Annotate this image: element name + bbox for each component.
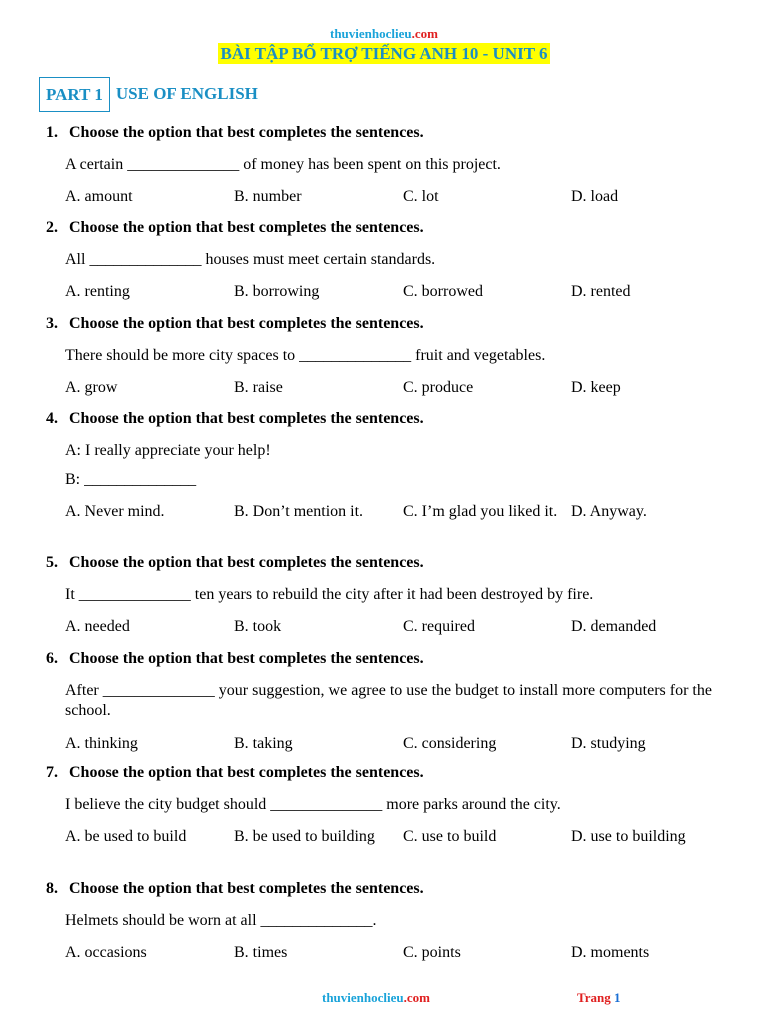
page-number — [577, 990, 620, 1006]
question-number: 2. — [46, 219, 58, 236]
instruction-text: Choose the option that best completes the sentences. — [69, 219, 424, 236]
question-stem: A: I really appreciate your help! — [65, 442, 271, 459]
footer-site-name: thuvienhoclieu — [322, 990, 404, 1005]
question-number: 1. — [46, 124, 58, 141]
answer-option[interactable]: D. rented — [571, 283, 631, 300]
question-stem: All ______________ houses must meet certain standards. — [65, 251, 436, 268]
question-instruction — [46, 124, 424, 142]
answer-option[interactable]: C. considering — [403, 735, 497, 752]
answer-option[interactable]: D. demanded — [571, 618, 657, 635]
instruction-text: Choose the option that best completes the sentences. — [69, 315, 424, 332]
page-label: Trang — [577, 990, 611, 1005]
instruction-text: Choose the option that best completes the sentences. — [69, 764, 424, 781]
answer-option[interactable]: C. produce — [403, 379, 474, 396]
instruction-text: Choose the option that best completes the sentences. — [69, 650, 424, 667]
answer-option[interactable]: C. points — [403, 944, 461, 961]
question-instruction — [46, 764, 424, 782]
answer-option[interactable]: D. moments — [571, 944, 650, 961]
question-stem: I believe the city budget should ______________ more parks around the city. — [65, 796, 561, 813]
answer-option[interactable]: B. borrowing — [234, 283, 320, 300]
answer-option[interactable]: C. required — [403, 618, 475, 635]
instruction-text: Choose the option that best completes the sentences. — [69, 554, 424, 571]
question-instruction — [46, 315, 424, 333]
answer-option[interactable]: B. raise — [234, 379, 283, 396]
answer-option[interactable]: A. renting — [65, 283, 130, 300]
answer-option[interactable]: C. borrowed — [403, 283, 483, 300]
answer-option[interactable]: B. took — [234, 618, 282, 635]
footer-site — [322, 990, 430, 1006]
question-instruction — [46, 410, 424, 428]
page-number-value: 1 — [613, 990, 621, 1005]
answer-option[interactable]: B. be used to building — [234, 828, 375, 845]
question-instruction — [46, 554, 424, 572]
instruction-text: Choose the option that best completes the sentences. — [69, 880, 424, 897]
question-number: 7. — [46, 764, 58, 781]
question-stem: A certain ______________ of money has been spent on this project. — [65, 156, 501, 173]
answer-option[interactable]: B. taking — [234, 735, 293, 752]
answer-option[interactable]: C. I’m glad you liked it. — [403, 503, 558, 520]
footer-site-domain: .com — [403, 990, 430, 1005]
part-label: PART 1 — [39, 77, 110, 112]
answer-option[interactable]: A. Never mind. — [65, 503, 165, 520]
question-number: 6. — [46, 650, 58, 667]
site-domain: .com — [411, 26, 438, 41]
question-stem: Helmets should be worn at all ______________. — [65, 912, 377, 929]
answer-option[interactable]: B. number — [234, 188, 302, 205]
answer-option[interactable]: D. studying — [571, 735, 646, 752]
question-instruction — [46, 880, 424, 898]
question-number: 8. — [46, 880, 58, 897]
answer-option[interactable]: A. occasions — [65, 944, 147, 961]
document-title: BÀI TẬP BỔ TRỢ TIẾNG ANH 10 - UNIT 6 — [220, 44, 548, 63]
site-header — [0, 26, 768, 42]
answer-option[interactable]: C. lot — [403, 188, 439, 205]
answer-option[interactable]: D. Anyway. — [571, 503, 647, 520]
answer-option[interactable]: A. grow — [65, 379, 118, 396]
question-stem: It ______________ ten years to rebuild the city after it had been destroyed by fire. — [65, 586, 594, 603]
answer-option[interactable]: A. amount — [65, 188, 133, 205]
part-title: USE OF ENGLISH — [115, 84, 258, 103]
question-number: 3. — [46, 315, 58, 332]
instruction-text: Choose the option that best completes the sentences. — [69, 410, 424, 427]
answer-option[interactable]: B. Don’t mention it. — [234, 503, 364, 520]
question-instruction — [46, 650, 424, 668]
answer-option[interactable]: D. use to building — [571, 828, 686, 845]
answer-option[interactable]: C. use to build — [403, 828, 497, 845]
answer-option[interactable]: B. times — [234, 944, 288, 961]
question-number: 5. — [46, 554, 58, 571]
question-stem: There should be more city spaces to ______________ fruit and vegetables. — [65, 347, 546, 364]
answer-option[interactable]: A. thinking — [65, 735, 138, 752]
question-stem: After ______________ your suggestion, we agree to use the budget to install more computers for the school. — [65, 682, 712, 719]
answer-option[interactable]: D. keep — [571, 379, 621, 396]
instruction-text: Choose the option that best completes the sentences. — [69, 124, 424, 141]
question-instruction — [46, 219, 424, 237]
site-name: thuvienhoclieu — [330, 26, 412, 41]
answer-option[interactable]: A. needed — [65, 618, 130, 635]
question-stem: B: ______________ — [65, 471, 197, 488]
answer-option[interactable]: A. be used to build — [65, 828, 187, 845]
answer-option[interactable]: D. load — [571, 188, 619, 205]
question-number: 4. — [46, 410, 58, 427]
part-heading — [39, 76, 258, 112]
